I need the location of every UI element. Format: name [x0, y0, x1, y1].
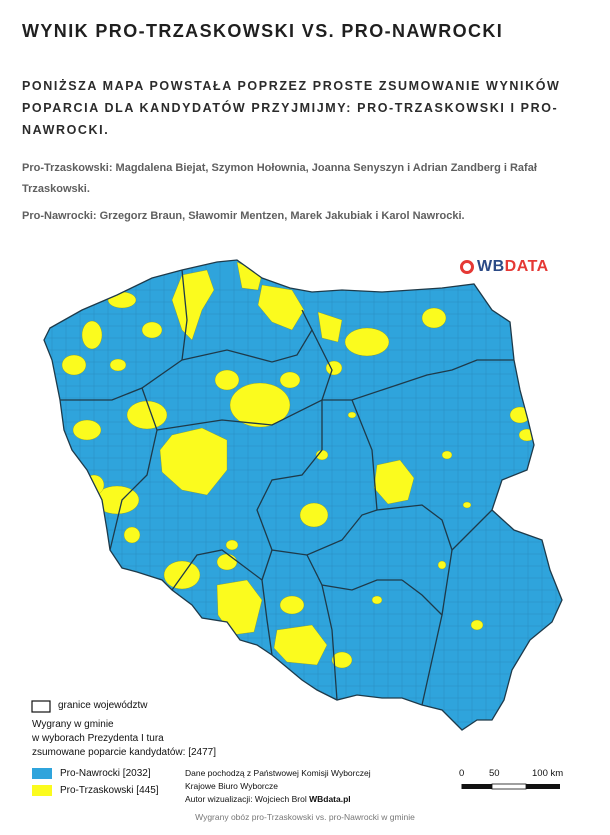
scale-label-0: 0 — [459, 768, 465, 779]
wbdata-logo: WB DATA — [460, 258, 549, 276]
article-lede: PONIŻSZA MAPA POWSTAŁA POPRZEZ PROSTE ZSUMOWANIE WYNIKÓW POPARCIA DLA KANDYDATÓW PRZYJMIJMY: PRO-TRZASKOWSKI I PRO-NAWROCKI. — [22, 79, 561, 137]
legend-title-line1: Wygrany w gminie — [32, 719, 114, 730]
election-map-figure — [22, 250, 588, 810]
map-caption: Wygrany obóz pro-Trzaskowski vs. pro-Nawrocki w gminie — [195, 812, 415, 822]
scale-label-50: 50 — [489, 768, 500, 779]
map-credits: Dane pochodzą z Państwowej Komisji Wyborczej Krajowe Biuro Wyborcze Autor wizualizacji: Wojciech Brol WBdata.pl — [185, 768, 371, 804]
article-title: WYNIK PRO-TRZASKOWSKI VS. PRO-NAWROCKI — [22, 21, 504, 41]
legend-trzaskowski: Pro-Trzaskowski [445] — [32, 785, 159, 796]
legend-nawrocki: Pro-Nawrocki [2032] — [32, 768, 151, 779]
scale-bar — [462, 784, 560, 789]
logo-ring-icon — [460, 260, 474, 274]
border-legend-swatch — [32, 701, 50, 712]
legend-title-line2: w wyborach Prezydenta I tura — [32, 733, 164, 744]
scale-label-100: 100 km — [532, 768, 564, 779]
nawrocki-swatch — [32, 768, 52, 779]
legend-title-line3: zsumowane poparcie kandydatów: [2477] — [32, 747, 217, 758]
border-legend-label: granice województw — [58, 700, 148, 711]
pro-nawrocki-description: Pro-Nawrocki: Grzegorz Braun, Sławomir Mentzen, Marek Jakubiak i Karol Nawrocki. — [22, 210, 465, 222]
pro-trzaskowski-description: Pro-Trzaskowski: Magdalena Biejat, Szymon Hołownia, Joanna Senyszyn i Adrian Zandberg i Rafał Trzaskowski. — [22, 162, 537, 195]
trzaskowski-swatch — [32, 785, 52, 796]
